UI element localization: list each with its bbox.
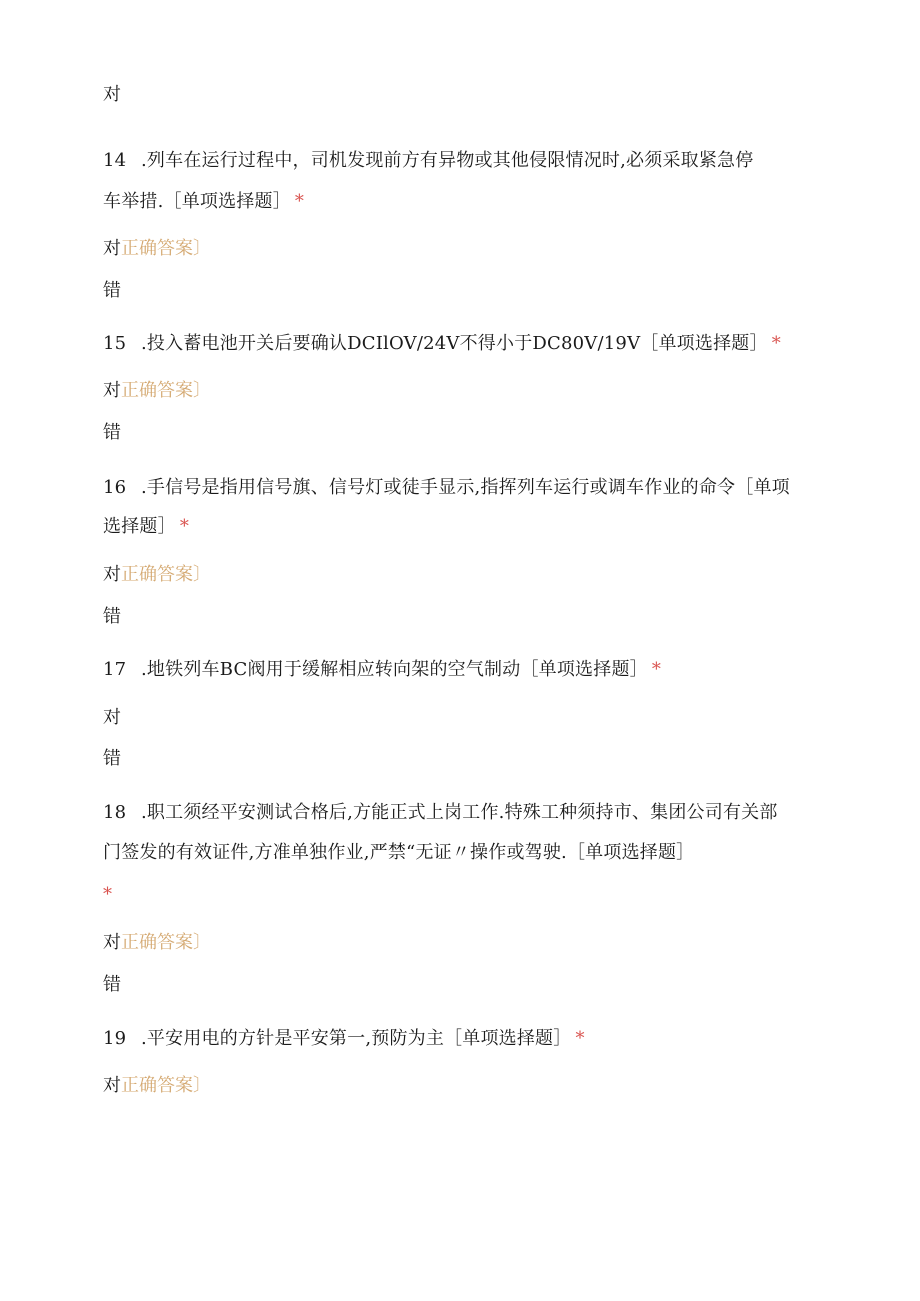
option-true[interactable] [103, 84, 121, 106]
question-number: 16 [103, 477, 127, 498]
option-false[interactable] [103, 748, 121, 770]
required-star-icon: * [294, 191, 305, 212]
question-number: 17 [103, 659, 127, 680]
option-label: 对 [103, 564, 121, 585]
option-label: 对 [103, 707, 121, 728]
required-star-icon: * [771, 333, 781, 354]
question-text: 选择题］ [103, 516, 176, 537]
option-true[interactable] [103, 564, 211, 586]
question-text: .投入蓄电池开关后要确认DCIlOV/24V不得小于DC80V/19V［单项选择题］ [141, 333, 768, 354]
option-true[interactable] [103, 1075, 211, 1097]
correct-answer-tag: 正确答案〕 [121, 564, 211, 585]
question-18 [103, 802, 778, 824]
option-label: 错 [103, 748, 121, 769]
question-text: 门签发的有效证件,方准单独作业,严禁“无证〃操作或驾驶.［单项选择题］ [103, 842, 695, 863]
required-star-icon: * [103, 884, 112, 905]
option-false[interactable] [103, 606, 121, 628]
question-text: .职工须经平安测试合格后,方能正式上岗工作.特殊工种须持市、集团公司有关部 [141, 802, 778, 823]
option-label: 对 [103, 84, 121, 105]
question-16-cont [103, 516, 189, 538]
required-star-line [103, 884, 112, 906]
correct-answer-tag: 正确答案〕 [121, 380, 211, 401]
question-text: .列车在运行过程中，司机发现前方有异物或其他侵限情况时,必须采取紧急停 [141, 150, 754, 171]
question-number: 15 [103, 333, 127, 354]
required-star-icon: * [575, 1028, 585, 1049]
question-19 [103, 1028, 585, 1050]
question-text: .手信号是指用信号旗、信号灯或徒手显示,指挥列车运行或调车作业的命令［单项 [141, 477, 790, 498]
question-18-cont [103, 842, 694, 864]
question-number: 18 [103, 802, 127, 823]
required-star-icon: * [179, 516, 190, 537]
option-label: 错 [103, 280, 121, 301]
option-label: 错 [103, 974, 121, 995]
question-number: 19 [103, 1028, 127, 1049]
option-label: 对 [103, 238, 121, 259]
question-number: 14 [103, 150, 127, 171]
option-true[interactable] [103, 238, 211, 260]
option-true[interactable] [103, 707, 121, 729]
question-14 [103, 150, 753, 172]
option-false[interactable] [103, 422, 121, 444]
question-text: .地铁列车BC阀用于缓解相应转向架的空气制动［单项选择题］ [141, 659, 648, 680]
question-text: .平安用电的方针是平安第一,预防为主［单项选择题］ [141, 1028, 572, 1049]
option-true[interactable] [103, 932, 211, 954]
option-label: 错 [103, 422, 121, 443]
question-text: 车举措.［单项选择题］ [103, 191, 291, 212]
question-14-cont [103, 191, 304, 213]
option-true[interactable] [103, 380, 211, 402]
option-label: 对 [103, 1075, 121, 1096]
option-label: 错 [103, 606, 121, 627]
question-15 [103, 333, 781, 355]
option-false[interactable] [103, 974, 121, 996]
correct-answer-tag: 正确答案〕 [121, 1075, 211, 1096]
correct-answer-tag: 正确答案〕 [121, 238, 211, 259]
option-false[interactable] [103, 280, 121, 302]
option-label: 对 [103, 932, 121, 953]
question-16 [103, 477, 790, 499]
question-17 [103, 659, 661, 681]
option-label: 对 [103, 380, 121, 401]
correct-answer-tag: 正确答案〕 [121, 932, 211, 953]
required-star-icon: * [651, 659, 662, 680]
